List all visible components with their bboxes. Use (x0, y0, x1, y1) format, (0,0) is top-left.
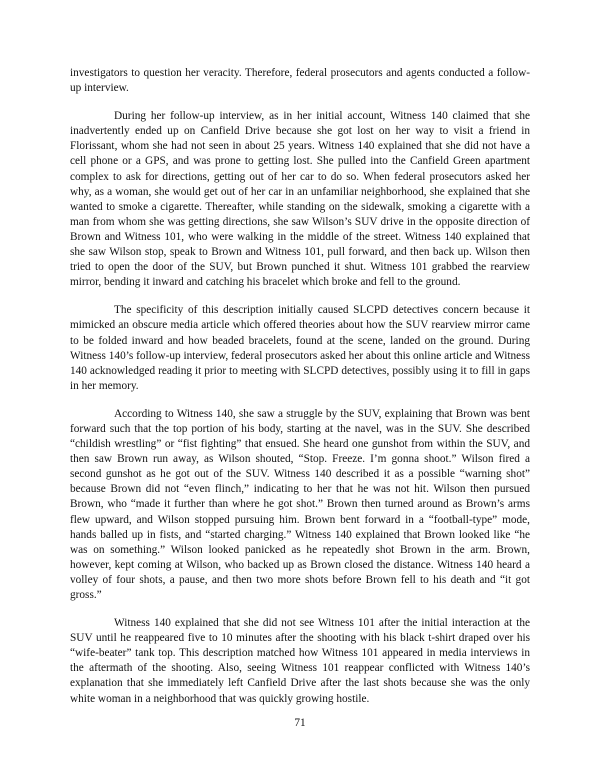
page-body (70, 66, 530, 720)
paragraph-specificity: The specificity of this description initially caused SLCPD detectives concern because it mimicked an obscure media article which offered theories about how the SUV rearview mirror came to be folded inward and how beaded bracelets, found at the scene, landed on the ground. During Witness 140’s follow-up interview, federal prosecutors asked her about this online article and Witness 140 acknowledged reading it prior to meeting with SLCPD detectives, possibly using it to fill in gaps in her memory. (70, 304, 530, 392)
paragraph-continuation: investigators to question her veracity. Therefore, federal prosecutors and agents conducted a follow-up interview. (70, 67, 530, 95)
paragraph-struggle-account: According to Witness 140, she saw a struggle by the SUV, explaining that Brown was bent forward such that the top portion of his body, starting at the navel, was in the SUV. She described “childish wrestling” or “fist fighting” that ensued. She heard one gunshot from within the SUV, and then saw Brown run away, as Wilson shouted, “Stop. Freeze. I’m gonna shoot.” Wilson fired a second gunshot as he got out of the SUV. Witness 140 described it as a possible “warning shot” because Brown did not “even flinch,” indicating to her that he was not hit. Wilson then pursued Brown, who “made it further than where he got shot.” Brown then turned around as Brown’s arms flew upward, and Wilson stopped pursuing him. Brown bent forward in a “football-type” mode, hands balled up in fists, and “started charging.” Witness 140 explained that Brown looked like “he was on something.” Wilson looked panicked as he repeatedly shot Brown in the arm. Brown, however, kept coming at Wilson, who backed up as Brown closed the distance. Witness 140 heard a volley of four shots, a pause, and then two more shots before Brown fell to his death and “it got gross.” (70, 407, 530, 601)
paragraph-follow-up-interview: During her follow-up interview, as in her initial account, Witness 140 claimed that she inadvertently ended up on Canfield Drive because she got lost on her way to visit a friend in Florissant, whom she had not seen in about 25 years. Witness 140 explained that she did not have a cell phone or a GPS, and was prone to getting lost. She pulled into the Canfield Green apartment complex to ask for directions, getting out of her car to do so. When federal prosecutors asked her why, as a woman, she would get out of her car in an unfamiliar neighborhood, she explained that she wanted to smoke a cigarette. Thereafter, while standing on the sidewalk, smoking a cigarette with a man from whom she was getting directions, she saw Wilson’s SUV drive in the opposite direction of Brown and Witness 101, who were walking in the middle of the street. Witness 140 explained that she saw Wilson stop, speak to Brown and Witness 101, pull forward, and then back up. Wilson then tried to open the door of the SUV, but Brown punched it shut. Witness 101 grabbed the rearview mirror, bending it inward and catching his bracelet which broke and fell to the ground. (70, 110, 530, 289)
paragraph-witness-101-reappearance: Witness 140 explained that she did not see Witness 101 after the initial interaction at the SUV until he reappeared five to 10 minutes after the shooting with his black t-shirt draped over his “wife-beater” tank top. This description matched how Witness 101 appeared in media interviews in the aftermath of the shooting. Also, seeing Witness 101 reappear conflicted with Witness 140’s explanation that she immediately left Canfield Drive after the last shots because she was the only white woman in a neighborhood that was quickly growing hostile. (70, 617, 530, 705)
page-number: 71 (294, 717, 306, 729)
